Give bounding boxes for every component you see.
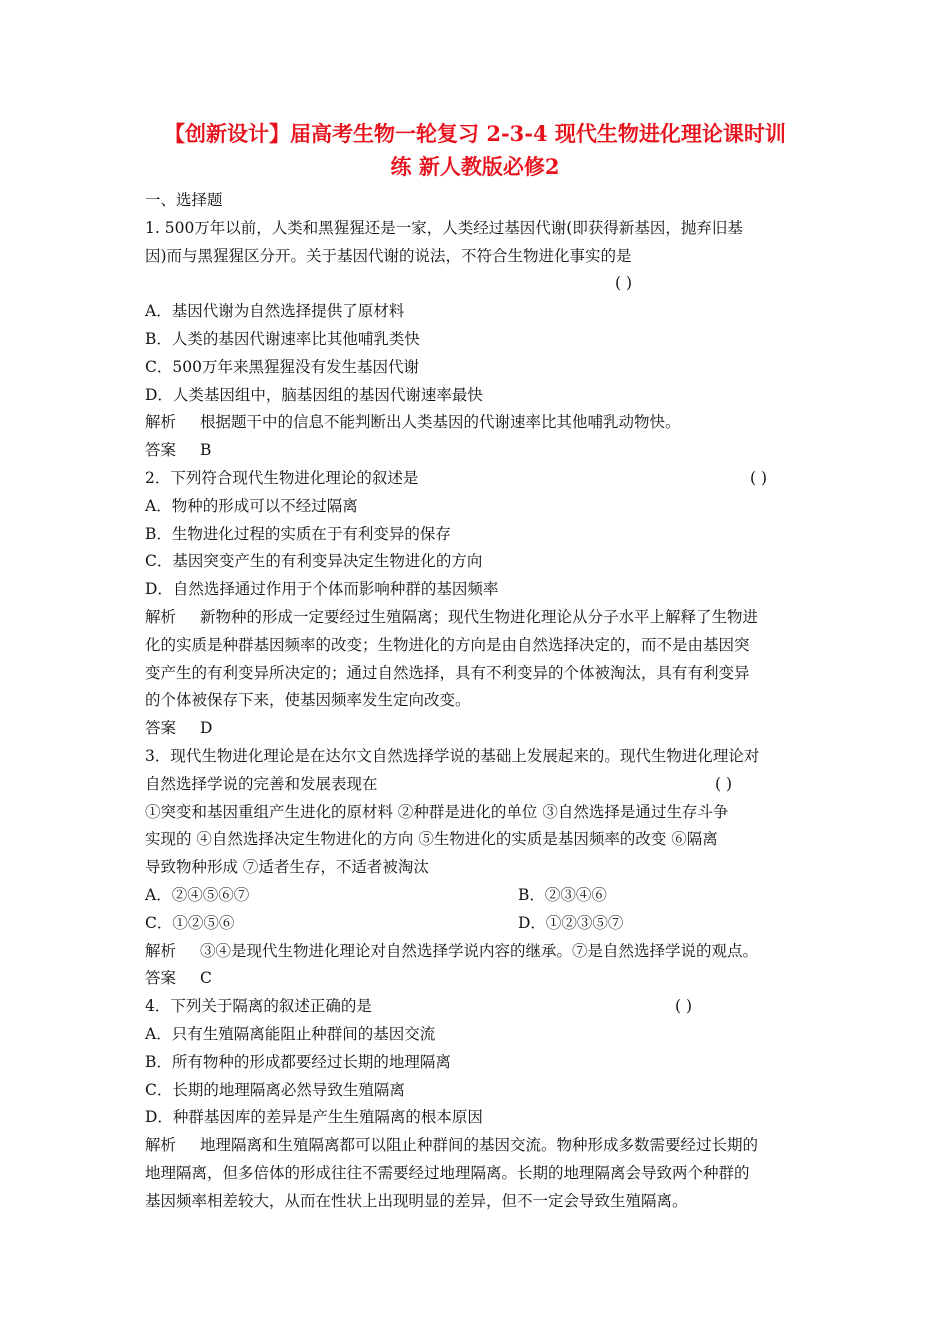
q4-analysis-label: 解析 xyxy=(145,1136,177,1155)
q1-option-d: D．人类基因组中，脑基因组的基因代谢速率最快 xyxy=(145,385,483,404)
q2-option-d: D．自然选择通过作用于个体而影响种群的基因频率 xyxy=(145,580,499,599)
q3-analysis-label: 解析 xyxy=(145,941,177,960)
q2-analysis-line-4: 的个体被保存下来，使基因频率发生定向改变。 xyxy=(145,691,471,710)
q3-option-a: A．②④⑤⑥⑦ xyxy=(145,885,250,904)
q1-answer-label: 答案 xyxy=(145,441,177,460)
q3-answer-label: 答案 xyxy=(145,969,177,988)
q2-analysis-line-2: 化的实质是种群基因频率的改变；生物进化的方向是由自然选择决定的，而不是由基因突 xyxy=(145,635,750,654)
q2-answer-label: 答案 xyxy=(145,719,177,738)
q1-paren-line xyxy=(145,270,807,298)
q4-analysis-line-2: 地理隔离，但多倍体的形成往往不需要经过地理隔离。长期的地理隔离会导致两个种群的 xyxy=(145,1163,750,1182)
q3-item-line-1: ①突变和基因重组产生进化的原材料 ②种群是进化的单位 ③自然选择是通过生存斗争 xyxy=(145,802,729,821)
q3-answer-paren: ( ) xyxy=(715,774,733,793)
q1-analysis-text: 根据题干中的信息不能判断出人类基因的代谢速率比其他哺乳动物快。 xyxy=(200,413,681,432)
q4-stem xyxy=(145,993,807,1021)
q3-stem-text-2: 自然选择学说的完善和发展表现在 xyxy=(145,774,378,793)
title-line-2: 练 新人教版必修2 xyxy=(390,154,560,179)
q3-analysis xyxy=(145,938,807,966)
q1-option-a: A．基因代谢为自然选择提供了原材料 xyxy=(145,302,405,321)
q2-option-b: B．生物进化过程的实质在于有利变异的保存 xyxy=(145,524,451,543)
document-body xyxy=(145,187,807,1215)
q4-option-a: A．只有生殖隔离能阻止种群间的基因交流 xyxy=(145,1024,436,1043)
q3-options-row-1 xyxy=(145,882,807,910)
q4-stem-text: 4．下列关于隔离的叙述正确的是 xyxy=(145,997,372,1016)
q4-option-b: B．所有物种的形成都要经过长期的地理隔离 xyxy=(145,1052,451,1071)
q3-item-line-3: 导致物种形成 ⑦适者生存，不适者被淘汰 xyxy=(145,858,429,877)
q2-answer-value: D xyxy=(200,719,213,738)
q2-stem xyxy=(145,465,807,493)
q1-answer-paren: ( ) xyxy=(615,274,633,293)
q1-analysis-label: 解析 xyxy=(145,413,177,432)
q2-answer xyxy=(145,715,807,743)
q1-answer xyxy=(145,437,807,465)
q4-option-d: D．种群基因库的差异是产生生殖隔离的根本原因 xyxy=(145,1108,483,1127)
q4-option-c: C．长期的地理隔离必然导致生殖隔离 xyxy=(145,1080,405,1099)
q3-option-b: B．②③④⑥ xyxy=(518,885,607,904)
title-line-1: 【创新设计】届高考生物一轮复习 2-3-4 现代生物进化理论课时训 xyxy=(164,121,786,146)
q4-answer-paren: ( ) xyxy=(675,997,693,1016)
q2-analysis-line-3: 变产生的有利变异所决定的；通过自然选择，具有不利变异的个体被淘汰，具有有利变异 xyxy=(145,663,750,682)
q2-analysis-text-1: 新物种的形成一定要经过生殖隔离；现代生物进化理论从分子水平上解释了生物进 xyxy=(200,607,759,626)
q2-option-c: C．基因突变产生的有利变异决定生物进化的方向 xyxy=(145,552,483,571)
q3-option-c: C．①②⑤⑥ xyxy=(145,913,235,932)
q4-analysis-text-1: 地理隔离和生殖隔离都可以阻止种群间的基因交流。物种形成多数需要经过长期的 xyxy=(200,1136,759,1155)
section-heading: 一、选择题 xyxy=(145,191,223,209)
q3-stem-line-1: 3．现代生物进化理论是在达尔文自然选择学说的基础上发展起来的。现代生物进化理论对 xyxy=(145,746,760,765)
document-title xyxy=(130,117,820,183)
q2-option-a: A．物种的形成可以不经过隔离 xyxy=(145,496,358,515)
q4-analysis-line-1 xyxy=(145,1132,807,1160)
q1-analysis xyxy=(145,409,807,437)
q3-options-row-2 xyxy=(145,910,807,938)
q3-item-line-2: 实现的 ④自然选择决定生物进化的方向 ⑤生物进化的实质是基因频率的改变 ⑥隔离 xyxy=(145,830,718,849)
q2-stem-text: 2．下列符合现代生物进化理论的叙述是 xyxy=(145,468,419,487)
q3-option-d: D．①②③⑤⑦ xyxy=(518,913,624,932)
q2-analysis-label: 解析 xyxy=(145,607,177,626)
q1-option-c: C．500万年来黑猩猩没有发生基因代谢 xyxy=(145,357,419,376)
q1-stem-line-2: 因)而与黑猩猩区分开。关于基因代谢的说法，不符合生物进化事实的是 xyxy=(145,246,632,265)
q1-option-b: B．人类的基因代谢速率比其他哺乳类快 xyxy=(145,329,420,348)
q3-stem-line-2 xyxy=(145,771,807,799)
q3-analysis-text: ③④是现代生物进化理论对自然选择学说内容的继承。⑦是自然选择学说的观点。 xyxy=(200,941,759,960)
q3-answer xyxy=(145,965,807,993)
q2-analysis-line-1 xyxy=(145,604,807,632)
q1-stem-line-1: 1. 500万年以前，人类和黑猩猩还是一家，人类经过基因代谢(即获得新基因，抛弃旧基 xyxy=(145,218,743,237)
q1-answer-value: B xyxy=(200,441,212,460)
q3-answer-value: C xyxy=(200,969,212,988)
q2-answer-paren: ( ) xyxy=(750,468,768,487)
q4-analysis-line-3: 基因频率相差较大，从而在性状上出现明显的差异，但不一定会导致生殖隔离。 xyxy=(145,1191,688,1210)
